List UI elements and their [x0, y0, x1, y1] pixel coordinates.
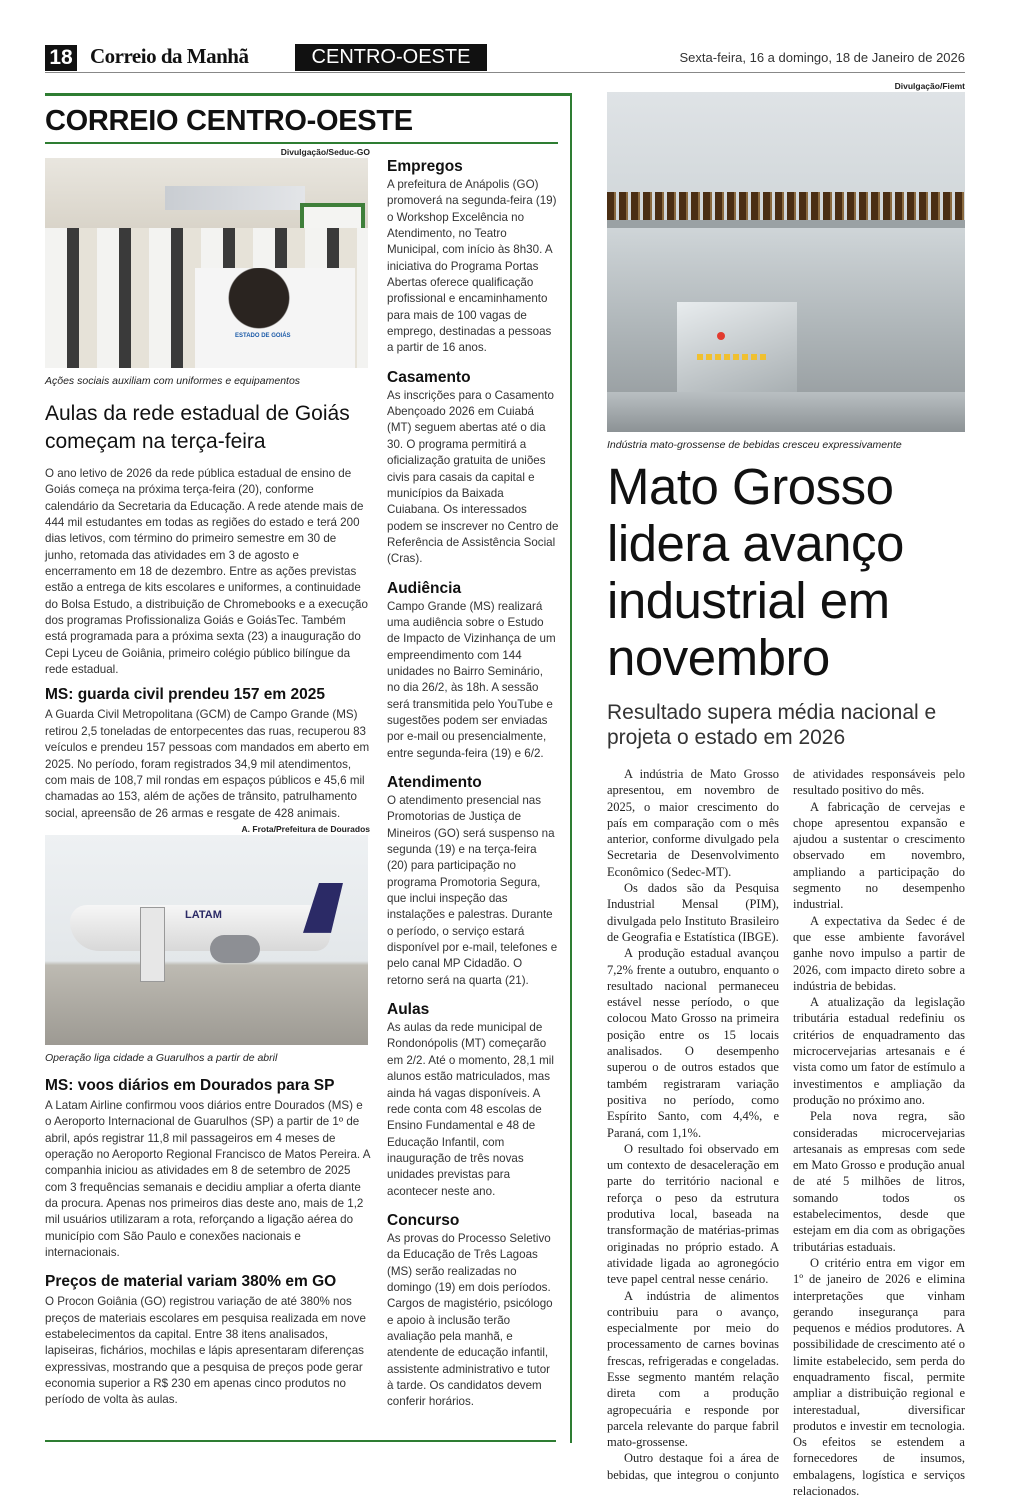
story-body: O Procon Goiânia (GO) registrou variação de até 380% nos preços de materiais escolares em pesquisa realizada em nove estabelecimentos da capital. Entre 38 itens analisados, lapiseiras, fichários, mochilas e lápis apresentaram diferenças expressivas, mostrando que a pesquisa de preços pode gerar economia superior a R$ 230 em apenas cinco produtos no período de volta às aulas.: [45, 1295, 366, 1407]
brief-body: As aulas da rede municipal de Rondonópolis (MT) começarão em 2/2. Até o momento, 28,1 mil alunos estão matriculados, mas ainda há vagas disponíveis. A rede conta com 48 escolas de Ensino Fundamental e 48 de Educação Infantil, com inauguração de três novas unidades previstas para acontecer neste ano.: [387, 1021, 554, 1198]
section-title: CORREIO CENTRO-OESTE: [45, 105, 413, 137]
briefs-column: [387, 156, 559, 1411]
story-body: A Guarda Civil Metropolitana (GCM) de Campo Grande (MS) retirou 2,5 toneladas de entorpecentes das ruas, recuperou 83 veículos e prendeu 157 pessoas com mandados em aberto em 2025. No período, foram registrados 34,9 mil atendimentos, com mais de 108,7 mil rondas em espaços públicos e 45,6 mil chamadas ao 153, além de ações de trânsito, patrulhamento social, apreensão de 26 armas e resgate de 428 animais.: [45, 708, 370, 820]
photo-credit: Divulgação/Seduc-GO: [280, 147, 370, 157]
brief-title: Empregos: [387, 158, 463, 175]
main-headline: Mato Grosso lidera avanço industrial em novembro: [607, 458, 904, 686]
section-frame-bottom: [45, 1440, 556, 1442]
brief-item: [387, 772, 559, 989]
main-subhead: Resultado supera média nacional e projeta o estado em 2026: [607, 701, 937, 749]
paragraph: Outro destaque foi a área de bebidas, que integrou o conjunto de atividades responsáveis pelo resultado positivo do mês.: [607, 767, 965, 1482]
brief-title: Aulas: [387, 1001, 430, 1019]
brief-item: [387, 999, 559, 1200]
newspaper-logo: Correio da Manhã: [90, 44, 249, 68]
header-divider: [45, 72, 965, 73]
brief-item: [387, 367, 559, 568]
paragraph: O resultado foi observado em um contexto de desaceleração em parte do território nacional e reforça o peso da estrutura produtiva local, baseada na transformação de matérias-primas originadas no próprio estado. A atividade ligada ao agronegócio teve papel central nesse cenário.: [607, 1141, 779, 1287]
shirt-logo-text: ESTADO DE GOIÁS: [235, 333, 291, 339]
brief-body: O atendimento presencial nas Promotorias de Justiça de Mineiros (GO) será suspenso na segunda (19) e na terça-feira (20) para participação no programa Promotoria Segura, que inclui inspeção das instalações e palestras. Durante o período, o serviço estará disponível por e-mail, telefones e pelo canal MP Cidadão. O retorno será na quarta (21).: [387, 794, 558, 987]
brief-body: As inscrições para o Casamento Abençoado 2026 em Cuiabá (MT) seguem abertas até o dia 30. O programa permitirá a oficialização gratuita de uniões civis para casais da capital e municípios da Baixada Cuiabana. Os interessados podem se inscrever no Centro de Referência de Assistência Social (Cras).: [387, 388, 559, 566]
lead-body: O ano letivo de 2026 da rede pública estadual de ensino de Goiás começa na próxima terça-feira (20), conforme calendário da Secretaria da Educação. A rede atende mais de 444 mil estudantes em todas as regiões do estado e terá 200 dias letivos, com término do primeiro semestre em 30 de junho, retomada das atividades em 3 de agosto e encerramento em 18 de dezembro. Entre as ações previstas estão a entrega de kits escolares e uniformes, a continuidade do Bolsa Estudo, a distribuição de Chromebooks e a execução dos programas Profissionaliza Goiás e GoiásTec. Também está programada para a próxima sexta (23) a inauguração do Cepi Lyceu de Goiânia, primeiro colégio público bilíngue da rede estadual.: [45, 467, 368, 677]
paragraph: A produção estadual avançou 7,2% frente a outubro, enquanto o resultado nacional permaneceu estável nesse período, o que colocou Mato Grosso na primeira posição entre os 15 locais analisados. O desempenho superou o de outros estados que também registraram variação positiva no período, como Espírito Santo, com 4,4%, e Paraná, com 1,1%.: [607, 946, 779, 1140]
brief-item: [387, 1210, 559, 1411]
story-headline: MS: voos diários em Dourados para SP: [45, 1076, 335, 1094]
page-number: 18: [45, 45, 77, 71]
brief-title: Audiência: [387, 579, 462, 597]
section-frame-top: [45, 93, 572, 96]
brief-title: Concurso: [387, 1211, 460, 1229]
photo-caption: Operação liga cidade a Guarulhos a partir de abril: [45, 1051, 278, 1064]
paragraph: Os dados são da Pesquisa Industrial Mensal (PIM), divulgada pelo Instituto Brasileiro de Geografia e Estatística (IBGE).: [607, 881, 779, 944]
classroom-photo: [45, 158, 368, 368]
lead-headline: Aulas da rede estadual de Goiás começam na terça-feira: [45, 402, 350, 453]
edition-date: Sexta-feira, 16 a domingo, 18 de Janeiro de 2026: [679, 50, 965, 65]
story-headline: Preços de material variam 380% em GO: [45, 1273, 337, 1291]
brief-title: Casamento: [387, 368, 471, 386]
brief-body: Campo Grande (MS) realizará uma audiência sobre o Estudo de Impacto de Vizinhança de um empreendimento com 144 unidades no Bairro Seminário, no dia 26/2, às 18h. A sessão será transmitida pelo YouTube e sugestões podem ser enviadas por e-mail ou presencialmente, entre segunda-feira (19) e 6/2.: [387, 599, 556, 760]
section-label: CENTRO-OESTE: [295, 44, 487, 71]
paragraph: O critério entra em vigor em 1º de janeiro de 2026 e elimina interpretações que vinham gerando insegurança para pequenos e médios produtores. A possibilidade de crescimento até o limite estabelecido, sem perda do enquadramento fiscal, permite ampliar a distribuição regional e interestadual, diversificar produtos e investir em tecnologia. Os efeitos se estendem a fornecedores de insumos, embalagens, logística e serviços relacionados.: [793, 1255, 965, 1499]
photo-caption: Ações sociais auxiliam com uniformes e equipamentos: [45, 375, 301, 387]
story-headline: MS: guarda civil prendeu 157 em 2025: [45, 686, 325, 704]
airline-livery-text: LATAM: [185, 908, 222, 921]
main-story: [607, 81, 965, 1499]
story-body: A Latam Airline confirmou voos diários entre Dourados (MS) e o Aeroporto Internacional de Guarulhos (SP) a partir de 1º de abril, após registrar 11,8 mil passageiros em 4 meses de operação no Aeroporto Regional Francisco de Matos Pereira. A companhia iniciou as atividades em 8 de setembro de 2025 com 3 frequências semanais e decidiu ampliar a oferta diante da procura. Apenas nos primeiros dias deste ano, mais de 1,2 mil usuários utilizaram a rota, reforçando a ligação aérea do município com São Paulo e conexões nacionais e internacionais.: [45, 1098, 370, 1259]
paragraph: A indústria de alimentos contribuiu para o avanço, especialmente por meio do processamento de carnes bovinas frescas, refrigeradas e congeladas. Esse segmento mantém relação direta com a produção agropecuária e responde por parcela relevante do parque fabril mato-grossense.: [607, 1288, 779, 1450]
brief-title: Atendimento: [387, 774, 482, 791]
photo-credit: Divulgação/Fiemt: [894, 81, 965, 91]
photo-caption: Indústria mato-grossense de bebidas cresceu expressivamente: [607, 439, 902, 451]
section-frame-right: [570, 93, 572, 1443]
brief-body: As provas do Processo Seletivo da Educação de Três Lagoas (MS) serão realizadas no domingo (19) em dois períodos. Cargos de magistério, psicólogo e apoio à inclusão terão avaliação pela manhã, e atendente de educação infantil, assistente administrativo e tutor à tarde. Os candidatos devem conferir horários.: [387, 1231, 553, 1409]
factory-photo: [607, 92, 965, 432]
brief-item: [387, 578, 559, 762]
photo-credit: A. Frota/Prefeitura de Dourados: [241, 823, 370, 834]
title-underline: [45, 142, 558, 144]
paragraph: A indústria de Mato Grosso apresentou, em novembro de 2025, o maior crescimento do país em comparação com o mês anterior, conforme divulgado pela Secretaria de Desenvolvimento Econômico (Sedec-MT).: [607, 767, 779, 879]
paragraph: A fabricação de cervejas e chope apresentou expansão e ajudou a sustentar o crescimento observado em novembro, ampliando a participação do segmento no desempenho industrial.: [793, 799, 965, 912]
paragraph: A atualização da legislação tributária estadual redefiniu os critérios de enquadramento das microcervejarias artesanais e é vista como um fator de estímulo a investimentos e ampliação da produção no próximo ano.: [793, 995, 965, 1107]
left-column: [45, 147, 370, 1409]
paragraph: Pela nova regra, são consideradas microcervejarias artesanais as empresas com sede em Mato Grosso e produção anual de até 5 milhões de litros, somando todos os estabelecimentos, desde que estejam em dia com as obrigações tributárias estaduais.: [793, 1109, 965, 1254]
brief-body: A prefeitura de Anápolis (GO) promoverá na segunda-feira (19) o Workshop Excelência no Atendimento, no Teatro Municipal, com início às 8h30. A iniciativa do Programa Portas Abertas oferece qualificação profissional e encaminhamento para mais de 100 vagas de emprego, destinadas a pessoas a partir de 16 anos.: [387, 178, 557, 355]
paragraph: A expectativa da Sedec é de que esse ambiente favorável ganhe novo impulso a partir de 2026, com impacto direto sobre a indústria de bebidas.: [793, 913, 965, 993]
brief-item: [387, 156, 559, 357]
airplane-photo: [45, 835, 368, 1045]
main-story-body: [607, 766, 965, 1499]
